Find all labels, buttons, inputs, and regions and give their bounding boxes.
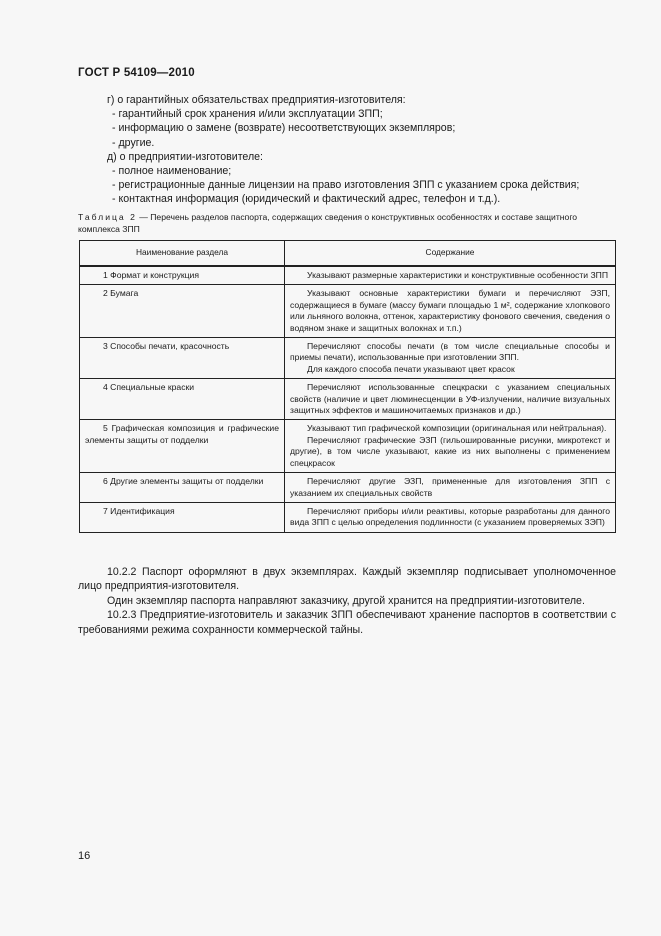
- section-name: 1 Формат и конструкция: [80, 266, 285, 285]
- column-header-name: Наименование раздела: [80, 241, 285, 267]
- section-name: 4 Специальные краски: [80, 379, 285, 420]
- section-name: 7 Идентификация: [80, 502, 285, 532]
- body-text: [78, 565, 616, 637]
- content-paragraph: Для каждого способа печати указывают цвет красок: [307, 363, 515, 374]
- table-row: [80, 502, 616, 532]
- table-row: [80, 285, 616, 338]
- content-paragraph: Перечисляют приборы и/или реактивы, которые разработаны для данного вида ЗПП с целью определения подлинности (с указанием проверяемых ЗЭП): [290, 505, 610, 528]
- section-content: [285, 379, 616, 420]
- passport-sections-table: [79, 240, 616, 533]
- table-header-row: [80, 241, 616, 267]
- table-row: [80, 420, 616, 473]
- section-content: [285, 420, 616, 473]
- table-caption-label: Таблица 2: [78, 212, 137, 222]
- content-paragraph: Указывают основные характеристики бумаги и перечисляют ЭЗП, содержащиеся в бумаге (массу бумаги площадью 1 м², содержание хлопкового или льняного волокна, оттенок, характеристику фонового свечения, сведения о водяном знаке и защитных волокнах и т.п.): [290, 288, 610, 333]
- list-item: - регистрационные данные лицензии на право изготовления ЗПП с указанием срока действия;: [78, 178, 618, 192]
- table-caption-text: — Перечень разделов паспорта, содержащих сведения о конструктивных особенностях и составе защитного комплекса ЗПП: [78, 212, 578, 234]
- section-content: [285, 266, 616, 285]
- table-row: [80, 473, 616, 503]
- section-name: 6 Другие элементы защиты от подделки: [80, 473, 285, 503]
- section-content: [285, 473, 616, 503]
- column-header-content: Содержание: [285, 241, 616, 267]
- list-item: - информацию о замене (возврате) несоответствующих экземпляров;: [78, 121, 618, 135]
- section-content: [285, 338, 616, 379]
- table-row: [80, 379, 616, 420]
- content-paragraph: Перечисляют способы печати (в том числе специальные способы и приемы печати), использованные при изготовлении ЗПП.: [290, 341, 610, 363]
- content-paragraph: Перечисляют другие ЭЗП, примененные для изготовления ЗПП с указанием их специальных свойств: [290, 476, 610, 498]
- paragraph-10-2-3: 10.2.3 Предприятие-изготовитель и заказчик ЗПП обеспечивают хранение паспортов в соответствии с требованиями режима сохранности коммерческой тайны.: [78, 609, 616, 636]
- list-item: - гарантийный срок хранения и/или эксплуатации ЗПП;: [78, 107, 618, 121]
- passport-info-lists: [78, 93, 618, 207]
- section-content: [285, 285, 616, 338]
- table-caption: [78, 211, 616, 235]
- content-paragraph: Указывают размерные характеристики и конструктивные особенности ЗПП: [307, 270, 609, 280]
- list-item: - полное наименование;: [78, 164, 618, 178]
- table-row: [80, 338, 616, 379]
- paragraph-10-2-2: 10.2.2 Паспорт оформляют в двух экземплярах. Каждый экземпляр подписывает уполномоченное лицо предприятия-изготовителя.: [78, 566, 616, 593]
- content-paragraph: Перечисляют использованные спецкраски с указанием специальных свойств (наличие и цвет люминесценции в УФ-излучении, наличие визуальных защитных эффектов и машиночитаемых признаков и др.): [290, 382, 610, 416]
- content-paragraph: Указывают тип графической композиции (оригинальная или нейтральная).: [307, 423, 607, 434]
- paragraph-copy-distribution: Один экземпляр паспорта направляют заказчику, другой хранится на предприятии-изготовителе.: [107, 594, 585, 607]
- list-heading-d: д) о предприятии-изготовителе:: [107, 150, 263, 163]
- page-number: 16: [78, 850, 91, 862]
- list-item: - контактная информация (юридический и фактический адрес, телефон и т.д.).: [78, 192, 618, 206]
- section-name: 5 Графическая композиция и графические элементы защиты от подделки: [80, 420, 285, 473]
- section-name: 2 Бумага: [80, 285, 285, 338]
- table-row: [80, 266, 616, 285]
- list-item: - другие.: [78, 136, 618, 150]
- standard-header: ГОСТ Р 54109—2010: [78, 67, 195, 79]
- list-heading-g: г) о гарантийных обязательствах предприятия-изготовителя:: [107, 94, 406, 106]
- section-name: 3 Способы печати, красочность: [80, 338, 285, 379]
- section-content: [285, 502, 616, 532]
- content-paragraph: Перечисляют графические ЭЗП (гильошированные рисунки, микротекст и другие), в том числе указывают, какие из них выполнены с применением спецкрасок: [290, 434, 610, 468]
